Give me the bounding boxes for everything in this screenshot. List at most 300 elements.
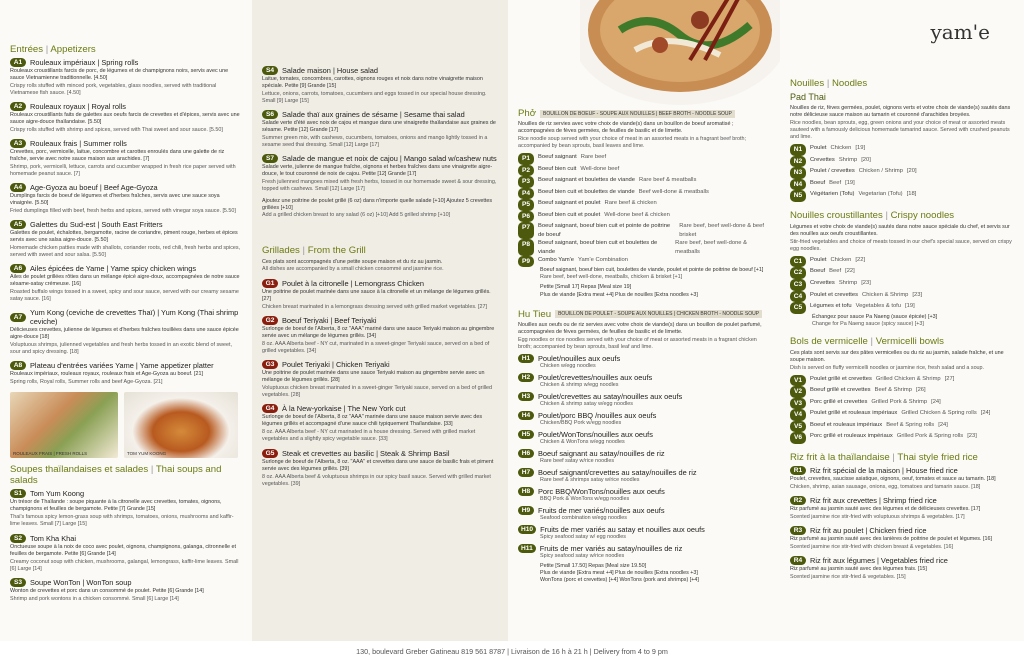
noodles-intro-en: Rice noodles, bean sprouts, egg, green onions and your choice of meat or assorted meats sauteed with a famously delicious homemade tamarind sauce. Served with crushed peanuts and lime. <box>790 120 1010 141</box>
item-code: G5 <box>262 449 278 458</box>
item-name-en: Chicken & shrimp satay w/egg noodles <box>540 400 633 407</box>
menu-item <box>10 220 242 259</box>
item-code: V1 <box>790 375 806 387</box>
item-name: Riz frit au poulet | Chicken fried rice <box>810 526 927 536</box>
item-name-en: Rare beef & meatballs <box>639 177 697 184</box>
menu-item <box>10 534 242 573</box>
item-code: R3 <box>790 526 806 535</box>
item-name-fr: Boeuf saignant, boeuf bien cuit et boulettes de viande <box>538 240 658 255</box>
pho-extras: Plus de viande [Extra meat +4] Plus de nouilles [Extra noodles +3] <box>540 291 698 298</box>
item-code: P4 <box>518 188 534 200</box>
item-desc-fr: Laitue, tomates, concombres, carottes, oignons rouges et noix dans notre vinaigrette maison spéciale. Petite [9] Grande [15] <box>262 76 483 90</box>
item-desc-fr: Dumplings farcis de boeuf de légumes et d'herbes fraîches, servis avec une sauce soya vinaigrée. [5.50] <box>10 193 220 207</box>
item-name-en: Well-done beef & chicken <box>604 211 670 218</box>
item-desc-fr: Surlonge de boeuf de l'Alberta, 8 oz "AAA" mariné dans une sauce Teriyaki maison au gingembre servie avec un mélange de légumes grillés. [34] <box>262 326 495 340</box>
item-desc-en: Summer green mix, with cashews, cucumbers, tomatoes, onions and mango lightly tossed in a sesame seed thai dressing. Small [12] Large [17] <box>262 135 488 149</box>
item-code: H9 <box>518 506 534 515</box>
column-salads-grill <box>252 0 508 641</box>
item-name-en: Rare beef <box>580 154 607 161</box>
item-code: N3 <box>790 167 806 179</box>
item-desc-en: Shrimp, pork, vermicelli, lettuce, carrots and cucumber wrapped in fresh rice paper served with homemade peanut sauce. [7] <box>10 164 236 178</box>
item-desc-en: 8 oz. AAA Alberta beef & voluptuous shrimps in our spicy basil sauce. Served with grilled market vegetables. [39] <box>262 473 491 487</box>
section-title-noodles: Nouilles | Noodles <box>790 78 868 89</box>
item-name-en: Chicken w/egg noodles <box>540 362 596 369</box>
item-name-en: Grilled Pork & Shrimp <box>871 398 928 405</box>
item-price: [23] <box>861 279 871 286</box>
hutieu-extras: Plus de viande [Extra meat +4] Plus de nouilles [Extra noodles +3] <box>540 569 698 576</box>
menu-item <box>10 183 242 215</box>
item-name-fr: Boeuf saignant, boeuf bien cuit et pointe de poitrine de boeuf <box>538 223 671 238</box>
pho-bowl-icon <box>580 0 780 110</box>
item-name-fr: Fruits de mer variés au satay/nouilles de riz <box>539 543 683 553</box>
item-code: G2 <box>262 316 278 325</box>
crispy-intro-fr: Légumes et votre choix de viande(s) sautés dans notre sauce spéciale du chef, et servis sur des nouilles aux oeufs croustillantes. <box>790 223 1010 237</box>
item-name: Plateau d'entrées variées Yame | Yame appetizer platter <box>30 361 214 371</box>
rice-list <box>790 466 1014 581</box>
item-name: Rouleaux royaux | Royal rolls <box>30 102 126 112</box>
crispy-exchange-en: Change for Pa Naeng sauce (spicy sauce) [+3] <box>812 320 924 327</box>
footer-address: 130, boulevard Greber Gatineau 819 561 8787 | Livraison de 16 h à 21 h | Delivery from 4 to 9 pm <box>0 641 1024 663</box>
item-code: H4 <box>518 411 534 420</box>
hutieu-header <box>518 309 770 320</box>
item-name-en: Chicken & Shrimp <box>862 291 909 298</box>
item-code: G3 <box>262 360 278 369</box>
item-name-fr: Fruits de mer variés au satay et nouilles aux oeufs <box>540 524 705 534</box>
item-code: C5 <box>790 302 806 314</box>
menu-line-item <box>790 386 1014 398</box>
item-desc-fr: Un trésor de Thaïlande : soupe piquante à la citronelle avec crevettes, tomates, oignons, champignons et feuilles de bergamote. Petite [7] Grande [15] <box>10 499 222 513</box>
noodles-list <box>790 144 1014 202</box>
item-name-en: Grilled Pork & Spring rolls <box>896 433 964 440</box>
pho-bowl-photo <box>580 0 780 110</box>
item-name-fr: Poulet <box>810 145 827 152</box>
item-name-fr: Boeuf et rouleaux impériaux <box>810 421 883 428</box>
item-code: C3 <box>790 279 806 291</box>
item-price: [19] <box>845 179 855 186</box>
item-name-en: Rare beef, beef well-done & meatballs <box>675 240 748 255</box>
item-price: [18] <box>906 191 917 198</box>
column-noodles-rice <box>780 0 1024 641</box>
item-desc-en: Voluptuous shrimps, julienned vegetables and fresh herbs tossed in an exotic blend of sweet, sour and spicy dressing. [18] <box>10 342 233 356</box>
menu-item <box>518 449 770 465</box>
menu-item <box>262 360 498 399</box>
menu-item <box>262 279 498 311</box>
menu-item <box>518 354 770 370</box>
item-desc-en: Scented jasmine rice stir-fried & vegetables. [15] <box>790 574 906 581</box>
item-name-en: Shrimp <box>838 279 858 286</box>
item-desc-fr: Salade verte, julienne de mangue fraîche, oignons et herbes fraîches dans une vinaigrette aigre-douce, le tout couronné de noix de cajou. Petite [12] Grande [17] <box>262 164 493 178</box>
item-name-fr: Boeuf <box>810 268 826 275</box>
noodles-intro-fr: Nouilles de riz, fèves germées, poulet, oignons verts et votre choix de viande(s) sautés dans notre délicieuse sauce maison au tamarin et couronné d'arachides broyées. <box>790 105 1011 119</box>
item-name-fr: Poulet/crevettes/nouilles aux oeufs <box>538 372 653 382</box>
item-name-fr: Poulet grillé et rouleaux impériaux <box>810 410 898 417</box>
item-desc-en: Homemade chicken patties made with shallots, coriander roots, red chili, fresh herbs and spices, served with sweet and sour salsa. [5.50] <box>10 245 241 259</box>
item-name: Poulet Teriyaki | Chicken Teriyaki <box>282 360 390 370</box>
item-code: P3 <box>518 176 534 188</box>
pho-title: Phở <box>518 108 537 119</box>
vermicelli-intro-en: Dish is served on fluffy vermicelli noodles or jasmine rice, fresh salad and a soup. <box>790 364 985 371</box>
item-code: H5 <box>518 430 534 439</box>
item-code: N4 <box>790 179 806 191</box>
menu-line-item <box>790 156 1014 168</box>
item-name: Riz frit aux légumes | Vegetables fried rice <box>810 556 948 566</box>
item-name-en: Chicken <box>830 145 852 152</box>
menu-item <box>790 526 1014 551</box>
item-code: H6 <box>518 449 534 458</box>
item-code: S6 <box>262 110 278 119</box>
item-price: [19] <box>905 303 915 310</box>
item-name-en: Beef well-done & meatballs <box>638 188 709 195</box>
item-name-en: Beef <box>829 179 842 186</box>
item-code: A5 <box>10 220 26 229</box>
item-desc-en: Crispy rolls stuffed with shrimp and spices, served with Thai sweet and sour sauce. [5.50] <box>10 127 223 134</box>
item-desc-en: Voluptuous chicken breast marinated in a sweet-ginger Teriyaki sauce, served on a bed of grilled vegetables. [28] <box>262 385 493 399</box>
item-desc-en: Chicken breast marinated in a lemongrass dressing served with grilled market vegetables. [27] <box>262 304 488 311</box>
menu-item <box>262 66 498 105</box>
item-code: R4 <box>790 556 806 565</box>
item-desc-fr: Ailes de poulet grillées rôties dans un mélange épicé aigre-doux, accompagnées de notre sauce sésame-satay crémeuse. [16] <box>10 274 240 288</box>
menu-item <box>518 430 770 446</box>
item-desc-fr: Une poitrine de poulet marinée dans une sauce à la citronelle et un mélange de légumes grillés. [27] <box>262 289 491 303</box>
item-desc-en: Chicken, shrimp, asian sausage, onions, egg, tomatoes and tamarin sauce. [18] <box>790 483 981 490</box>
item-name-en: Rare beef & shrimps satay w/rice noodles <box>540 476 640 483</box>
item-desc-en: Spring rolls, Royal rolls, Summer rolls and beef Age-Gyoza. [21] <box>10 379 163 386</box>
restaurant-logo: yam'e <box>930 20 990 44</box>
soups-list <box>10 489 242 602</box>
item-price: [24] <box>980 410 991 417</box>
item-name-en: Rare beef, beef well-done & beef brisket <box>679 223 764 238</box>
menu-item <box>10 489 242 528</box>
item-name-en: Shrimp <box>838 156 858 163</box>
item-name-fr: Poulet <box>810 256 827 263</box>
menu-line-item <box>790 256 1014 268</box>
menu-line-item <box>518 153 770 165</box>
menu-item <box>518 487 770 503</box>
item-code: S4 <box>262 66 278 75</box>
item-desc-fr: Riz parfumé au jasmin sauté avec des lanières de poitrine de poulet et légumes. [16] <box>790 536 992 543</box>
item-price: [22] <box>845 268 855 275</box>
menu-line-item <box>518 222 770 239</box>
menu-item <box>10 102 242 134</box>
menu-item <box>262 404 498 443</box>
menu-item <box>10 264 242 303</box>
item-name-en: Beef <box>829 268 842 275</box>
item-code: P9 <box>518 256 534 268</box>
item-name-fr: Végétarien (Tofu) <box>810 191 855 198</box>
menu-item <box>262 449 498 488</box>
pho-combo-en: Rare beef, beef well-done, meatballs, chicken & brisket [+1] <box>540 274 683 281</box>
section-title-vermicelli: Bols de vermicelle | Vermicelli bowls <box>790 335 944 347</box>
item-price: [23] <box>912 291 923 298</box>
item-code: H1 <box>518 354 534 363</box>
item-name-en: Beef & Shrimp <box>874 387 912 394</box>
menu-item <box>10 139 242 178</box>
item-desc-fr: Riz parfumé au jasmin sauté avec des légumes frais. [15] <box>790 566 927 573</box>
appetizers-list <box>10 58 242 386</box>
item-code: G1 <box>262 279 278 288</box>
item-name: Salade maison | House salad <box>282 66 379 75</box>
menu-item <box>262 154 498 193</box>
item-name-fr: Poulet/nouilles aux oeufs <box>538 353 621 363</box>
menu-item <box>10 308 242 356</box>
item-name-fr: Poulet / crevettes <box>810 168 855 175</box>
vermicelli-list <box>790 375 1014 444</box>
item-code: A1 <box>10 58 26 67</box>
item-name-en: Vegetarian (Tofu) <box>858 191 903 198</box>
item-name-fr: Boeuf <box>810 179 826 186</box>
item-name: Salade thaï aux graines de sésame | Sesame thai salad <box>282 110 465 120</box>
menu-line-item <box>790 291 1014 303</box>
item-desc-fr: Rouleaux croustillants faits de galettes aux oeufs farcis de crevettes et d'épices, servis avec une sauce aigre-douce thaïlandaise. [5.50] <box>10 112 240 126</box>
menu-line-item <box>790 267 1014 279</box>
item-code: V4 <box>790 409 806 421</box>
tom-yum-photo: TOM YUM KOONG <box>124 392 238 458</box>
item-code: C1 <box>790 256 806 268</box>
item-name: Rouleaux frais | Summer rolls <box>30 139 127 149</box>
menu-item <box>10 58 242 97</box>
item-name-fr: Poulet/crevettes au satay/nouilles aux oeufs <box>538 391 683 401</box>
menu-item <box>518 525 770 541</box>
item-name-en: Chicken / Shrimp <box>858 168 903 175</box>
item-desc-fr: Délicieuses crevettes, julienne de légumes et d'herbes fraîches touillées dans une sauce épicée aigre-douce [18] <box>10 327 239 341</box>
menu-line-item <box>518 211 770 223</box>
item-name-fr: Légumes et tofu <box>810 303 852 310</box>
item-name: Riz frit spécial de la maison | House fried rice <box>810 465 958 475</box>
item-code: A6 <box>10 264 26 273</box>
hutieu-title: Hu Tieu <box>518 308 552 320</box>
item-name-en: Chicken & WonTons w/egg noodles <box>540 438 625 445</box>
item-code: P5 <box>518 199 534 211</box>
item-name-fr: Boeuf saignant au satay/nouilles de riz <box>538 448 665 458</box>
item-name: Galettes du Sud-est | South East Fritters <box>30 220 163 230</box>
menu-line-item <box>790 432 1014 444</box>
item-desc-en: Fresh julienned mangoes mixed with fresh herbs, tossed in our homemade sweet & sour dressing, topped with cashews. Small [12] Large [17] <box>262 179 497 193</box>
item-name-fr: Boeuf saignant <box>538 154 577 161</box>
hutieu-intro-en: Egg noodles or rice noodles served with your choice of meat or assorted meats in a fragrant chicken broth; accompanied by bean sprouts, basil leaf and lime. <box>518 336 757 350</box>
salads-list <box>262 66 498 193</box>
item-code: S3 <box>10 578 26 587</box>
item-name: Boeuf Teriyaki | Beef Teriyaki <box>282 316 377 326</box>
item-code: C2 <box>790 267 806 279</box>
menu-line-item <box>518 199 770 211</box>
item-desc-en: Crispy rolls stuffed with minced pork, vegetables, glass noodles, served with traditional Vietnamese fish sauce. [4.50] <box>10 83 217 97</box>
item-desc-fr: Surlonge de boeuf de l'Alberta, 8 oz. "AAA" et crevettes dans une sauce de basilic frais et piment servie avec des légumes grillés. [39] <box>262 458 494 472</box>
item-code: H8 <box>518 487 534 496</box>
menu-line-item <box>518 256 770 268</box>
item-name-en: Chicken/BBQ Pork w/egg noodles <box>540 419 622 426</box>
item-price: [20] <box>906 168 917 175</box>
menu-line-item <box>790 167 1014 179</box>
item-name-fr: Crevettes <box>810 156 835 163</box>
item-name-fr: Fruits de mer variés/nouilles aux oeufs <box>538 505 665 515</box>
menu-line-item <box>790 409 1014 421</box>
pho-intro-fr: Nouilles de riz servies avec votre choix de viande(s) dans un bouillon de boeuf aromatisé ; accompagnées de fèves germées, de feuilles de basilic et de limette. <box>518 121 734 135</box>
item-code: P7 <box>518 222 534 239</box>
menu-line-item <box>518 239 770 256</box>
item-name-fr: Poulet/WonTons/nouilles aux oeufs <box>538 429 653 439</box>
item-price: [23] <box>967 433 977 440</box>
menu-line-item <box>790 179 1014 191</box>
menu-line-item <box>790 375 1014 387</box>
item-code: P8 <box>518 239 534 256</box>
item-price: [27] <box>944 375 955 382</box>
item-code: V3 <box>790 398 806 410</box>
item-name-fr: Poulet grillé et crevettes <box>810 375 872 382</box>
item-name-en: BBQ Pork & WonTons w/egg noodles <box>540 495 630 502</box>
item-name-en: Yam'e Combination <box>578 256 628 263</box>
pho-sizes: Petite [Small 17] Repas [Meal size 19] <box>540 284 632 291</box>
item-name: Riz frit aux crevettes | Shrimp fried rice <box>810 496 937 505</box>
item-name-en: Vegetables & tofu <box>855 303 902 310</box>
item-desc-fr: Une poitrine de poulet marinée dans une sauce Teriyaki maison au gingembre servie avec un mélange de légumes grillés. [28] <box>262 370 485 384</box>
item-code: V6 <box>790 432 806 444</box>
menu-item <box>10 578 242 603</box>
item-price: [19] <box>855 145 866 152</box>
item-code: V2 <box>790 386 806 398</box>
item-name: Soupe WonTon | WonTon soup <box>30 577 132 587</box>
item-code: P1 <box>518 153 534 165</box>
item-code: N2 <box>790 156 806 168</box>
item-name-fr: Boeuf saignant et boulettes de viande <box>538 177 636 184</box>
hutieu-list <box>518 354 770 560</box>
item-code: G4 <box>262 404 278 413</box>
menu-item <box>790 466 1014 491</box>
item-price: [20] <box>861 156 871 163</box>
menu-item <box>518 373 770 389</box>
section-title-soups: Soupes thaïlandaises et salades | Thai soups and salads <box>10 464 222 487</box>
menu-line-item <box>518 188 770 200</box>
menu-line-item <box>790 190 1014 202</box>
menu-line-item <box>790 279 1014 291</box>
salad-addons-fr: Ajoutez une poitrine de poulet grillé (6 oz) dans n'importe quelle salade [+10] Ajoutez 5 crevettes grillées [+10] <box>262 198 493 212</box>
hutieu-intro-fr: Nouilles aux oeufs ou de riz servies avec votre choix de viande(s) dans un bouillon de poulet parfumé, accompagnées de fèves germées, de feuilles de basilic et de limette. <box>518 321 762 335</box>
item-desc-en: Thai's famous spicy lemon-grass soup with shrimps, tomatoes, onions, mushrooms and kaffir-lime leaves. Small [7] Large [15] <box>10 514 234 528</box>
column-appetizers <box>0 0 252 641</box>
pho-tag: BOUILLON DE BOEUF - SOUPE AUX NOUILLES | BEEF BROTH - NOODLE SOUP <box>540 110 735 118</box>
item-code: N1 <box>790 144 806 156</box>
item-name: À la New-yorkaise | The New York cut <box>282 404 406 414</box>
pho-intro-en: Rice noodle soup served with your choice of meat in an assorted meats in a fragrant beef broth; accompanied by bean sprouts, basil leaves and lime. <box>518 136 747 150</box>
hutieu-tag: BOUILLON DE POULET - SOUPE AUX NOUILLES | CHICKEN BROTH - NOODLE SOUP <box>555 310 762 318</box>
menu-line-item <box>518 165 770 177</box>
item-name-fr: Boeuf bien cuit <box>538 165 577 172</box>
item-name-fr: Boeuf bien cuit et boulettes de viande <box>538 188 635 195</box>
menu-item <box>518 544 770 560</box>
item-name-en: Beef & Spring rolls <box>886 421 935 428</box>
salad-addons-en: Add a grilled chicken breast to any salad (6 oz) [+10] Add 5 grilled shrimp [+10] <box>262 212 451 219</box>
menu-item <box>518 392 770 408</box>
item-desc-fr: Poulet, crevettes, saucisse asiatique, oignons, oeuf, tomates et sauce au tamarin. [18] <box>790 475 996 482</box>
item-code: A8 <box>10 361 26 370</box>
item-code: C4 <box>790 291 806 303</box>
item-name-en: Spicy seafood satay w/ egg noodles <box>540 533 627 540</box>
item-name: Tom Yum Koong <box>30 489 85 499</box>
item-name-en: Rare beef satay w/rice noodles <box>540 457 615 464</box>
item-code: H7 <box>518 468 534 477</box>
item-desc-fr: Salade verte d'été avec noix de cajou et mangue dans une vinaigrette thaïlandaise aux graines de sésame. Petite [12] Grande [17] <box>262 120 496 134</box>
menu-line-item <box>790 421 1014 433</box>
pad-thai-title: Pad Thai <box>790 92 826 102</box>
menu-line-item <box>790 144 1014 156</box>
item-code: H11 <box>518 544 536 553</box>
item-name: Poulet à la citronelle | Lemongrass Chicken <box>282 279 425 289</box>
item-name-fr: Boeuf grillé et crevettes <box>810 387 871 394</box>
menu-item <box>262 316 498 355</box>
section-title-crispy: Nouilles croustillantes | Crispy noodles <box>790 209 955 221</box>
item-desc-en: Lettuce, onions, carrots, tomatoes, cucumbers and eggs tossed in our special house dressing. Small [9] Large [15] <box>262 91 487 105</box>
item-code: H3 <box>518 392 534 401</box>
item-desc-fr: Crevettes, porc, vermicelle, laitue, concombre et carottes enroulés dans une galette de riz fraîche, servie avec notre sauce maison aux arachides. [7] <box>10 149 225 163</box>
item-desc-fr: Riz parfumé au jasmin sauté avec des légumes et de délicieuses crevettes. [17] <box>790 506 981 512</box>
item-price: [24] <box>931 398 941 405</box>
fresh-rolls-photo: ROULEAUX FRAIS | FRESH ROLLS <box>10 392 118 458</box>
item-name-fr: Boeuf saignant/crevettes au satay/nouilles de riz <box>538 467 697 477</box>
appetizer-photos <box>10 392 242 458</box>
item-name-en: Grilled Chicken & Spring rolls <box>901 410 977 417</box>
item-desc-fr: Surlonge de boeuf de l'Alberta, 8 oz "AAA" marinée dans une sauce maison servie avec des légumes grillés et accompagné d'une sauce chili typiquement Thaïlandaise. [33] <box>262 414 483 428</box>
item-desc-en: Scented jasmine rice stir-fried with chicken breast & vegetables. [16] <box>790 544 953 551</box>
item-name: Salade de mangue et noix de cajou | Mango salad w/cashew nuts <box>282 154 497 164</box>
item-name: Yum Kong (ceviche de crevettes Thaï) | Yum Kong (Thai shrimp ceviche) <box>30 308 239 327</box>
item-name: Age-Gyoza au boeuf | Beef Age-Gyoza <box>30 183 158 193</box>
item-code: S7 <box>262 154 278 163</box>
menu-line-item <box>518 176 770 188</box>
item-name-en: Seafood combination w/egg noodles <box>540 514 627 521</box>
menu-line-item <box>790 302 1014 314</box>
item-code: S2 <box>10 534 26 543</box>
pho-combo-fr: Boeuf saignant, boeuf bien cuit, boulettes de viande, poulet et pointe de poitrine de boeuf [+1] <box>540 267 764 274</box>
item-code: R2 <box>790 496 806 505</box>
crispy-list <box>790 256 1014 314</box>
item-name: Ailes épicées de Yame | Yame spicy chicken wings <box>30 264 197 274</box>
item-name-fr: Poulet et crevettes <box>810 291 859 298</box>
item-name-en: Chicken & shrimp w/egg noodles <box>540 381 619 388</box>
item-code: V5 <box>790 421 806 433</box>
item-name-en: Spicy seafood satay w/rice noodles <box>540 552 625 559</box>
item-desc-fr: Onctueuse soupe à la noix de coco avec poulet, oignons, champignons, galanga, citronnelle et feuilles de bergamote. Petite [6] Grande [14] <box>10 543 236 557</box>
item-code: R1 <box>790 466 806 475</box>
item-code: A4 <box>10 183 26 192</box>
item-desc-en: Scented jasmine rice stir-fried with voluptuous shrimps & vegetables. [17] <box>790 514 965 521</box>
item-name-fr: Combo Yam'e <box>538 256 575 263</box>
item-price: [24] <box>938 421 948 428</box>
item-name: Steak et crevettes au basilic | Steak & Shrimp Basil <box>282 448 450 458</box>
grill-intro-fr: Ces plats sont accompagnés d'une petite soupe maison et du riz au jasmin. <box>262 259 443 266</box>
section-title-rice: Riz frit à la thaïlandaise | Thai style fried rice <box>790 451 978 463</box>
item-desc-fr: Galettes de poulet, échalottes, bergamotte, racine de coriandre, piment rouge, herbes et épices servis avec une salsa aigre-douce. [5.50] <box>10 230 238 244</box>
item-code: A7 <box>10 313 26 322</box>
menu-item <box>518 468 770 484</box>
crispy-exchange-fr: Échangez pour sauce Pa Naeng (sauce épicée) [+3] <box>812 313 938 320</box>
item-code: N5 <box>790 190 806 202</box>
item-name-fr: Porc grillé et crevettes <box>810 398 868 405</box>
menu-item <box>518 411 770 427</box>
item-desc-en: 8 oz. AAA Alberta beef - NY cut, marinated in a sweet-ginger Teriyaki sauce, served on a bed of grilled vegetables. [34] <box>262 341 490 355</box>
item-name-en: Grilled Chicken & Shrimp <box>875 375 941 382</box>
item-price: [26] <box>915 387 926 394</box>
vermicelli-intro-fr: Ces plats sont servis sur des pâtes vermicelles ou du riz au jasmin, salade fraîche, et une soupe maison. <box>790 349 1004 363</box>
grill-list <box>262 279 498 487</box>
item-name-fr: Porc grillé et rouleaux impériaux <box>810 433 893 440</box>
item-desc-fr: Rouleaux impériaux, rouleaux royaux, rouleaux frais et Age-Gyoza au boeuf. [21] <box>10 371 203 378</box>
item-desc-en: 8 oz. AAA Alberta beef - NY cut marinated in a house dressing. Served with grilled market vegetables and a slightly spicy vegetable sauce. [33] <box>262 429 476 443</box>
item-code: A3 <box>10 139 26 148</box>
section-title-grill: Grillades | From the Grill <box>262 245 366 257</box>
item-code: P2 <box>518 165 534 177</box>
item-code: P6 <box>518 211 534 223</box>
item-code: A2 <box>10 102 26 111</box>
item-name: Rouleaux impériaux | Spring rolls <box>30 58 139 67</box>
